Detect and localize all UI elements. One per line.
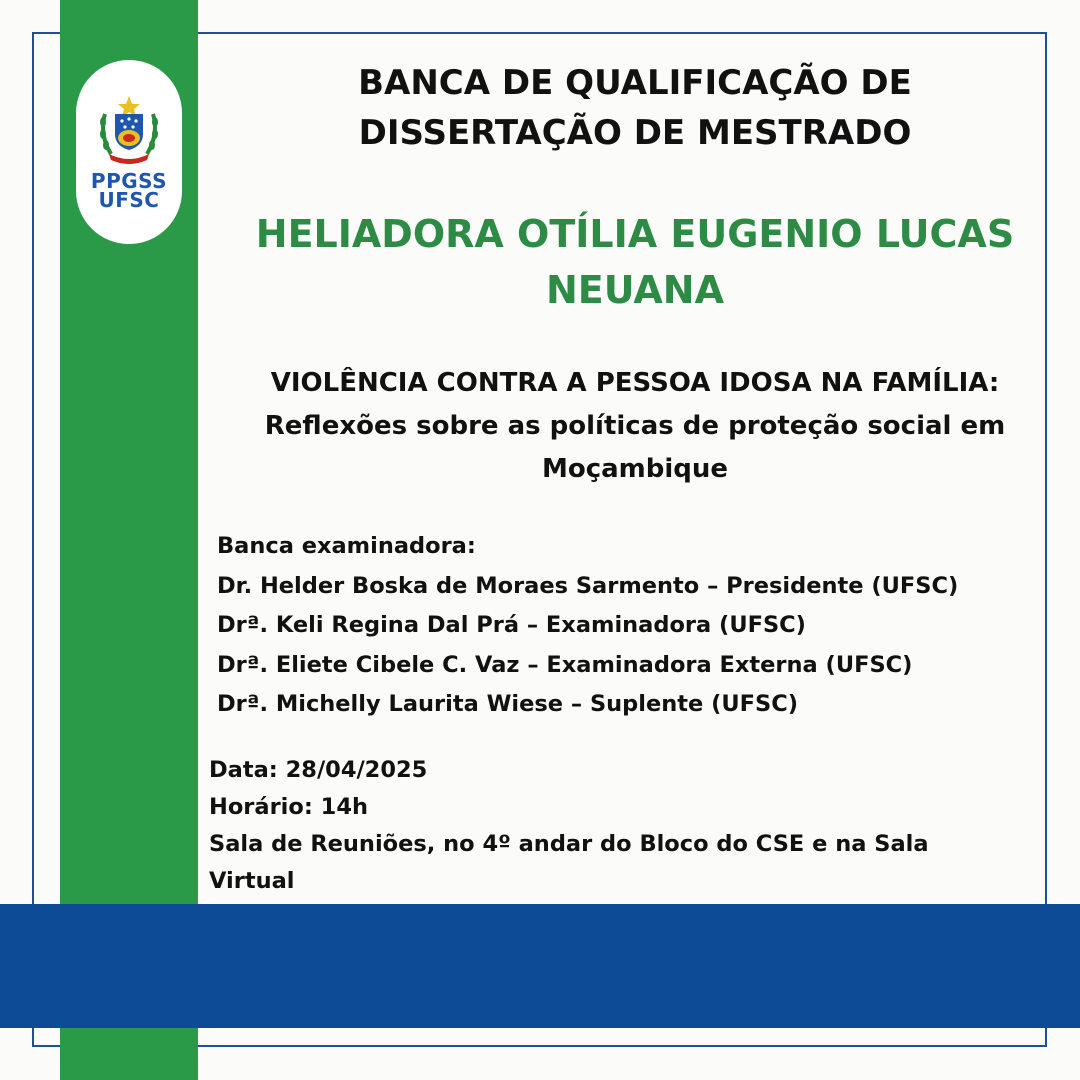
committee-member: Drª. Eliete Cibele C. Vaz – Examinadora Externa (UFSC) [217,651,913,678]
thesis-line-1: VIOLÊNCIA CONTRA A PESSOA IDOSA NA FAMÍLIA: [270,368,1000,398]
page-title [230,58,1040,158]
committee-member: Drª. Michelly Laurita Wiese – Suplente (UFSC) [217,691,799,717]
event-time: Horário: 14h [209,794,368,820]
thesis-line-3: Moçambique [541,454,729,484]
student-name-line-2: NEUANA [545,268,725,312]
ppgss-logo [76,60,182,244]
committee-member: Drª. Keli Regina Dal Prá – Examinadora (UFSC) [217,612,806,638]
title-line-1: BANCA DE QUALIFICAÇÃO DE [358,63,912,103]
committee-heading: Banca examinadora: [217,533,476,559]
ufsc-coat-of-arms-icon [97,94,161,166]
event-date: Data: 28/04/2025 [209,757,428,783]
student-name-line-1: HELIADORA OTÍLIA EUGENIO LUCAS [255,212,1015,256]
event-location-line-1: Sala de Reuniões, no 4º andar do Bloco do CSE e na Sala [209,831,929,857]
logo-text-ppgss: PPGSS [90,169,168,193]
thesis-line-2: Reflexões sobre as políticas de proteção social em [264,411,1006,441]
event-details [209,752,1009,900]
logo-text-ufsc: UFSC [98,188,160,212]
logo-text [90,169,168,212]
committee-member: Dr. Helder Boska de Moraes Sarmento – Presidente (UFSC) [217,572,959,599]
examining-committee [217,527,1047,725]
student-name [230,206,1040,318]
event-location-line-2: Virtual [209,868,295,894]
blue-footer-band [0,904,1080,1028]
title-line-2: DISSERTAÇÃO DE MESTRADO [358,113,912,153]
thesis-title [230,362,1040,491]
